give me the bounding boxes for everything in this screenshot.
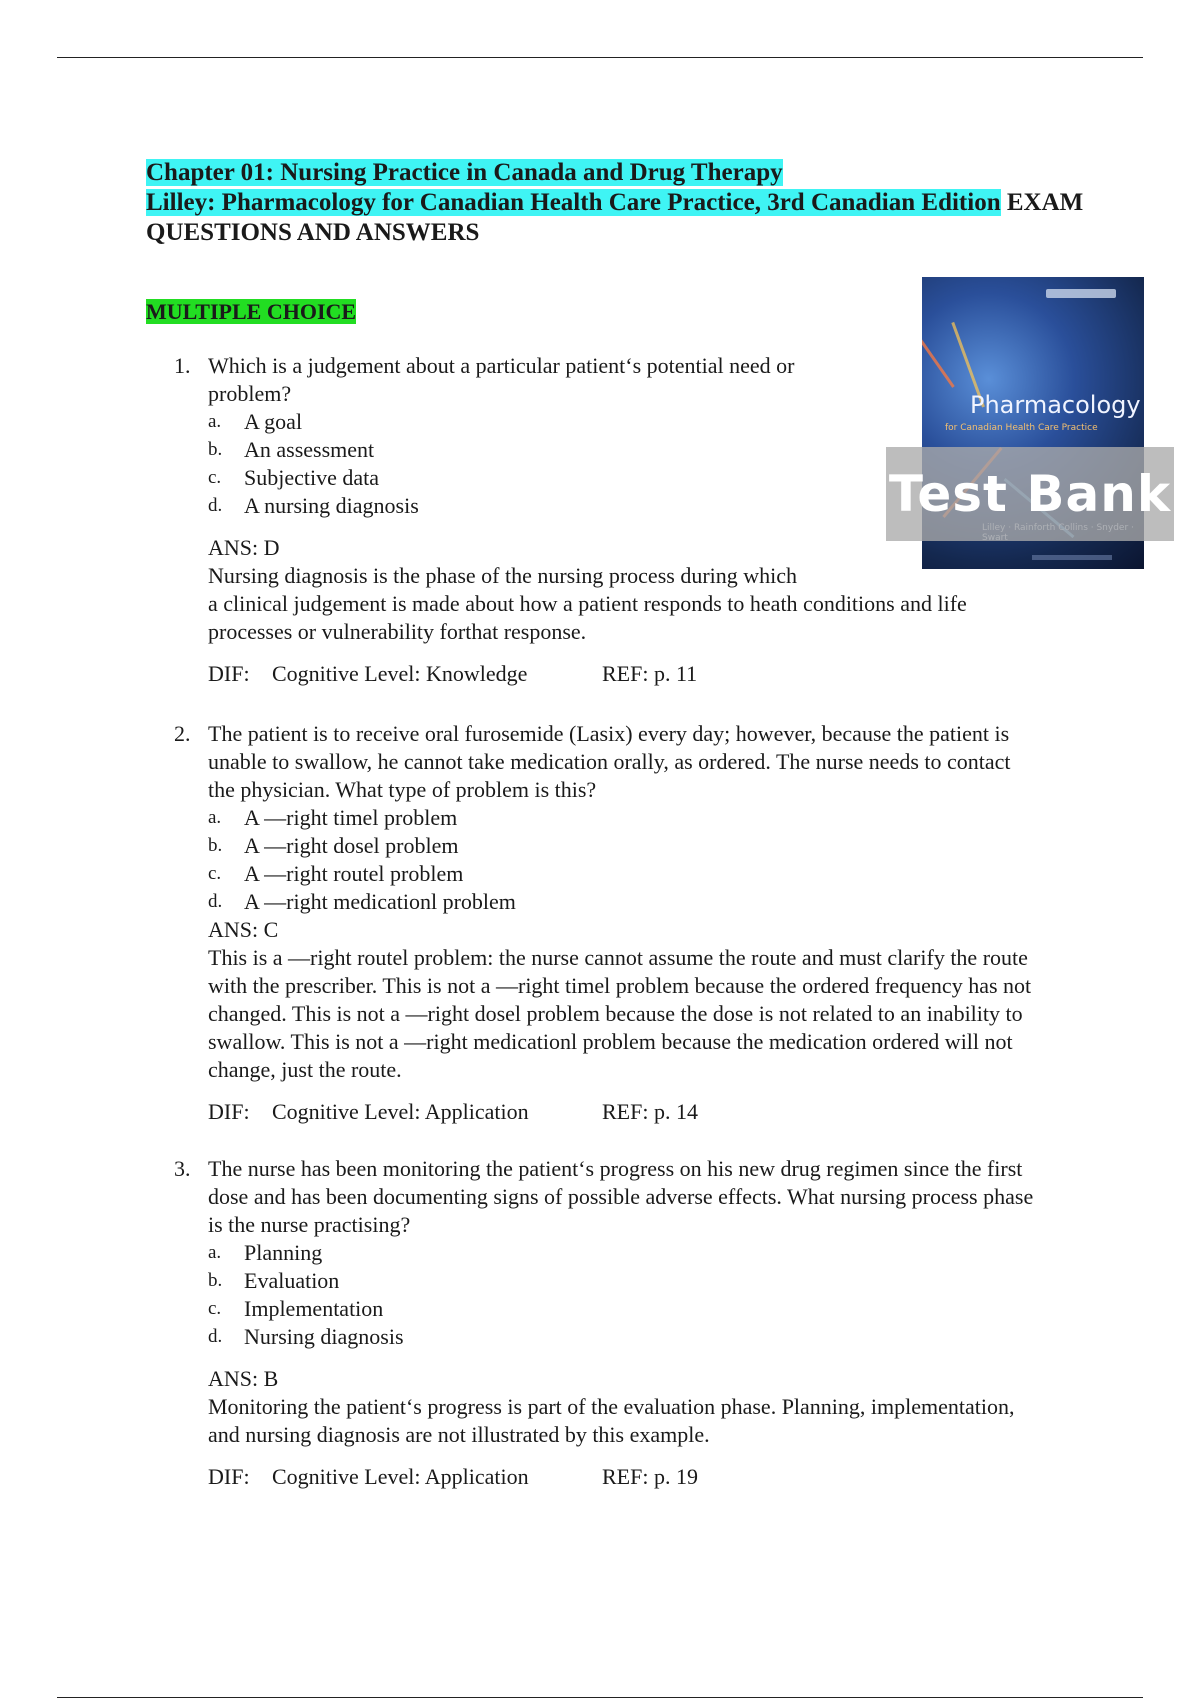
stem-line: the physician. What type of problem is this? xyxy=(208,777,597,802)
option-letter: d. xyxy=(208,1326,223,1347)
option-a xyxy=(208,1239,1124,1267)
top-rule xyxy=(57,57,1143,58)
option-letter: b. xyxy=(208,439,223,460)
cover-title: Pharmacology xyxy=(970,391,1141,419)
question-number: 3. xyxy=(174,1156,191,1181)
option-text: A nursing diagnosis xyxy=(244,493,419,518)
option-letter: c. xyxy=(208,863,222,884)
option-text: Nursing diagnosis xyxy=(244,1324,404,1349)
question-2 xyxy=(174,720,1124,1126)
rationale xyxy=(208,562,1124,646)
rationale-line: swallow. This is not a ―right medicationl problem because the medication ordered will not xyxy=(208,1029,1013,1054)
option-letter: d. xyxy=(208,891,223,912)
rationale-line: This is a ―right routel problem: the nurse cannot assume the route and must clarify the route xyxy=(208,945,1028,970)
answer: ANS: D xyxy=(208,535,280,560)
stem-line: unable to swallow, he cannot take medication orally, as ordered. The nurse needs to contact xyxy=(208,749,1011,774)
question-meta xyxy=(208,1098,1124,1126)
dif-label: DIF: xyxy=(208,1464,250,1489)
rationale-line: change, just the route. xyxy=(208,1057,402,1082)
option-letter: b. xyxy=(208,1270,223,1291)
option-text: A ―right timel problem xyxy=(244,805,458,830)
cover-subtitle: for Canadian Health Care Practice xyxy=(945,423,1098,433)
rationale-line: processes or vulnerability forthat response. xyxy=(208,619,587,644)
option-letter: a. xyxy=(208,1242,222,1263)
option-d xyxy=(208,1323,1124,1351)
option-text: A ―right medicationl problem xyxy=(244,889,516,914)
rationale xyxy=(208,1393,1124,1449)
option-d xyxy=(208,888,1124,916)
question-1 xyxy=(174,352,1124,688)
test-bank-watermark: Test Bank xyxy=(886,447,1174,541)
reference: REF: p. 19 xyxy=(602,1464,698,1489)
bottom-rule xyxy=(57,1697,1143,1698)
cognitive-level: Cognitive Level: Application xyxy=(272,1099,529,1124)
rationale-line: a clinical judgement is made about how a patient responds to heath conditions and life xyxy=(208,591,967,616)
option-text: A goal xyxy=(244,409,303,434)
rationale-line: and nursing diagnosis are not illustrated by this example. xyxy=(208,1422,710,1447)
option-letter: d. xyxy=(208,495,223,516)
header-line3: QUESTIONS AND ANSWERS xyxy=(146,219,480,246)
dif-label: DIF: xyxy=(208,661,250,686)
question-stem xyxy=(208,1155,1124,1239)
cognitive-level: Cognitive Level: Application xyxy=(272,1464,529,1489)
dif-label: DIF: xyxy=(208,1099,250,1124)
option-c xyxy=(208,464,1124,492)
option-text: Implementation xyxy=(244,1296,384,1321)
cover-badge xyxy=(1046,289,1116,298)
option-b xyxy=(208,832,1124,860)
document-header xyxy=(146,158,1146,248)
section-title: MULTIPLE CHOICE xyxy=(146,299,357,324)
option-letter: c. xyxy=(208,1298,222,1319)
option-letter: c. xyxy=(208,467,222,488)
question-stem xyxy=(208,352,1124,408)
option-letter: a. xyxy=(208,411,222,432)
question-number: 1. xyxy=(174,353,191,378)
book-title-tail: EXAM xyxy=(1000,189,1084,216)
stem-line: problem? xyxy=(208,381,292,406)
question-number: 2. xyxy=(174,721,191,746)
option-a xyxy=(208,804,1124,832)
option-text: Subjective data xyxy=(244,465,380,490)
rationale-line: with the prescriber. This is not a ―right timel problem because the ordered frequency has not xyxy=(208,973,1032,998)
stem-line: The patient is to receive oral furosemide (Lasix) every day; however, because the patient is xyxy=(208,721,1010,746)
option-letter: a. xyxy=(208,807,222,828)
option-a xyxy=(208,408,1124,436)
option-text: A ―right routel problem xyxy=(244,861,464,886)
option-c xyxy=(208,1295,1124,1323)
question-meta xyxy=(208,660,1124,688)
option-text: An assessment xyxy=(244,437,375,462)
option-d xyxy=(208,492,1124,520)
option-text: A ―right dosel problem xyxy=(244,833,459,858)
rationale-line: changed. This is not a ―right dosel problem because the dose is not related to an inability to xyxy=(208,1001,1023,1026)
stem-line: Which is a judgement about a particular patient‘s potential need or xyxy=(208,353,795,378)
option-text: Evaluation xyxy=(244,1268,340,1293)
answer: ANS: C xyxy=(208,917,279,942)
stem-line: is the nurse practising? xyxy=(208,1212,411,1237)
rationale-line: Nursing diagnosis is the phase of the nursing process during which xyxy=(208,563,798,588)
rationale xyxy=(208,944,1124,1084)
option-b xyxy=(208,1267,1124,1295)
option-b xyxy=(208,436,1124,464)
answer: ANS: B xyxy=(208,1366,279,1391)
option-letter: b. xyxy=(208,835,223,856)
book-title: Lilley: Pharmacology for Canadian Health Care Practice, 3rd Canadian Edition xyxy=(146,189,1001,216)
rationale-line: Monitoring the patient‘s progress is part of the evaluation phase. Planning, implementation, xyxy=(208,1394,1015,1419)
reference: REF: p. 14 xyxy=(602,1099,698,1124)
stem-line: dose and has been documenting signs of possible adverse effects. What nursing process phase xyxy=(208,1184,1034,1209)
reference: REF: p. 11 xyxy=(602,661,698,686)
question-3 xyxy=(174,1155,1124,1491)
option-text: Planning xyxy=(244,1240,323,1265)
chapter-title: Chapter 01: Nursing Practice in Canada and Drug Therapy xyxy=(146,159,783,186)
cognitive-level: Cognitive Level: Knowledge xyxy=(272,661,528,686)
option-c xyxy=(208,860,1124,888)
question-meta xyxy=(208,1463,1124,1491)
section-heading xyxy=(146,298,356,326)
question-stem xyxy=(208,720,1124,804)
stem-line: The nurse has been monitoring the patient‘s progress on his new drug regimen since the first xyxy=(208,1156,1023,1181)
